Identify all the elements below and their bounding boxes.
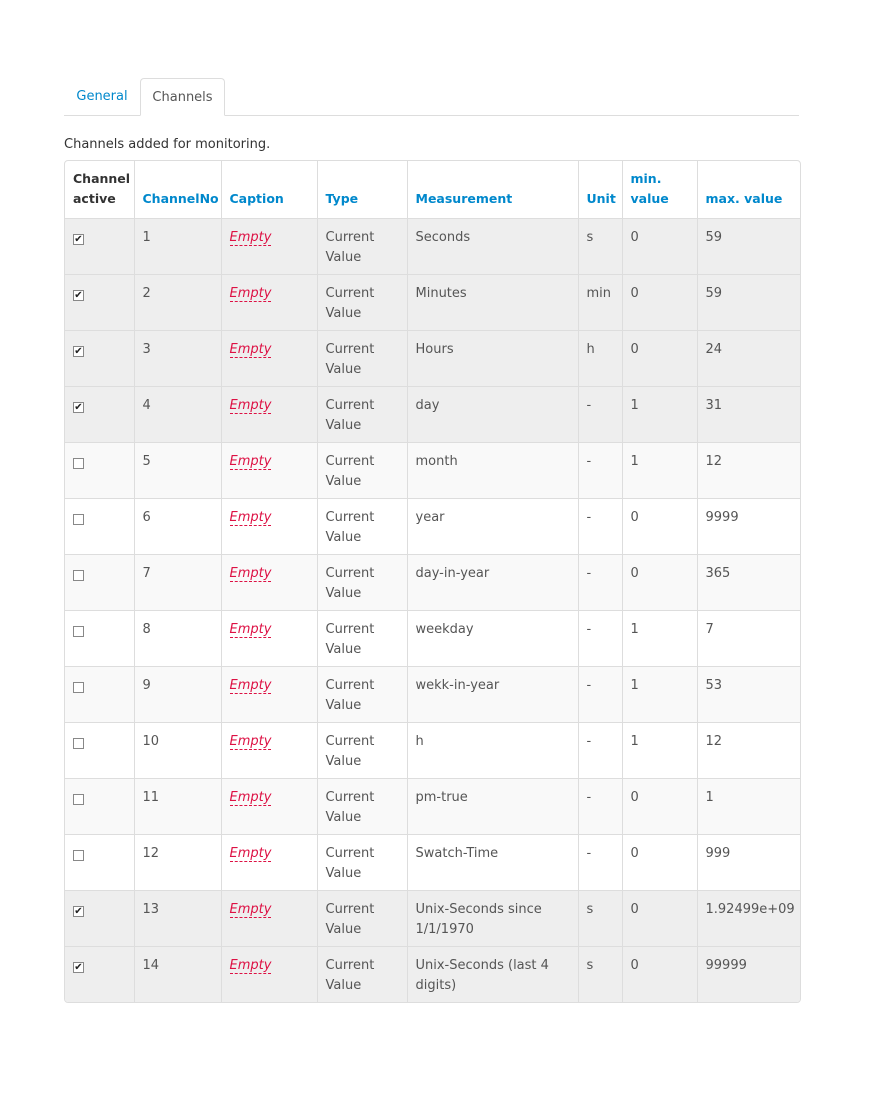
table-row	[65, 834, 800, 890]
cell-channel-no: 9	[134, 666, 221, 722]
channels-table	[64, 160, 801, 1003]
caption-edit-link[interactable]: Empty	[229, 845, 272, 861]
cell-unit: min	[578, 274, 622, 330]
cell-min-value: 0	[622, 778, 697, 834]
cell-unit: s	[578, 946, 622, 1002]
active-checkbox[interactable]	[73, 794, 84, 805]
cell-type: Current Value	[317, 218, 407, 274]
cell-measurement: wekk-in-year	[407, 666, 578, 722]
cell-caption	[221, 610, 317, 666]
cell-type: Current Value	[317, 834, 407, 890]
cell-measurement: month	[407, 442, 578, 498]
cell-active	[65, 610, 134, 666]
cell-measurement: Unix-Seconds since 1/1/1970	[407, 890, 578, 946]
cell-measurement: pm-true	[407, 778, 578, 834]
cell-channel-no: 8	[134, 610, 221, 666]
cell-unit: -	[578, 498, 622, 554]
cell-type: Current Value	[317, 778, 407, 834]
cell-active	[65, 386, 134, 442]
cell-active	[65, 890, 134, 946]
header-channel-active: Channel active	[73, 170, 131, 206]
cell-min-value: 0	[622, 834, 697, 890]
caption-edit-link[interactable]: Empty	[229, 453, 272, 469]
cell-caption	[221, 834, 317, 890]
cell-channel-no: 3	[134, 330, 221, 386]
table-row	[65, 330, 800, 386]
caption-edit-link[interactable]: Empty	[229, 509, 272, 525]
cell-measurement: Minutes	[407, 274, 578, 330]
header-max-value[interactable]: max. value	[697, 161, 800, 218]
header-caption[interactable]: Caption	[221, 161, 317, 218]
cell-type: Current Value	[317, 610, 407, 666]
cell-measurement: Seconds	[407, 218, 578, 274]
cell-caption	[221, 554, 317, 610]
cell-active	[65, 330, 134, 386]
cell-unit: -	[578, 722, 622, 778]
cell-min-value: 0	[622, 946, 697, 1002]
active-checkbox[interactable]: ✔	[74, 345, 83, 357]
active-checkbox[interactable]	[73, 514, 84, 525]
table-body	[65, 218, 800, 1002]
cell-caption	[221, 666, 317, 722]
cell-min-value: 0	[622, 554, 697, 610]
cell-unit: -	[578, 834, 622, 890]
cell-active	[65, 834, 134, 890]
cell-unit: -	[578, 778, 622, 834]
cell-active	[65, 218, 134, 274]
cell-active	[65, 722, 134, 778]
cell-unit: -	[578, 666, 622, 722]
cell-min-value: 1	[622, 666, 697, 722]
section-description: Channels added for monitoring.	[64, 137, 271, 152]
caption-edit-link[interactable]: Empty	[229, 565, 272, 581]
table-header-row	[65, 161, 800, 218]
cell-max-value: 59	[697, 274, 800, 330]
tab-channels[interactable]: Channels	[140, 78, 225, 116]
cell-max-value: 31	[697, 386, 800, 442]
cell-type: Current Value	[317, 498, 407, 554]
caption-edit-link[interactable]: Empty	[229, 285, 272, 301]
cell-channel-no: 5	[134, 442, 221, 498]
caption-edit-link[interactable]: Empty	[229, 341, 272, 357]
caption-edit-link[interactable]: Empty	[229, 789, 272, 805]
cell-max-value: 99999	[697, 946, 800, 1002]
tab-general[interactable]: General	[76, 89, 128, 104]
caption-edit-link[interactable]: Empty	[229, 957, 272, 973]
table-row	[65, 442, 800, 498]
table-row	[65, 890, 800, 946]
active-checkbox[interactable]	[73, 570, 84, 581]
cell-caption	[221, 778, 317, 834]
table-row	[65, 218, 800, 274]
cell-channel-no: 12	[134, 834, 221, 890]
cell-measurement: h	[407, 722, 578, 778]
cell-measurement: year	[407, 498, 578, 554]
cell-channel-no: 13	[134, 890, 221, 946]
cell-active	[65, 946, 134, 1002]
cell-active	[65, 498, 134, 554]
cell-unit: s	[578, 890, 622, 946]
cell-caption	[221, 890, 317, 946]
cell-max-value: 365	[697, 554, 800, 610]
caption-edit-link[interactable]: Empty	[229, 621, 272, 637]
cell-min-value: 1	[622, 442, 697, 498]
cell-type: Current Value	[317, 722, 407, 778]
cell-max-value: 1	[697, 778, 800, 834]
caption-edit-link[interactable]: Empty	[229, 397, 272, 413]
tab-bar	[64, 78, 799, 116]
cell-type: Current Value	[317, 274, 407, 330]
table-row	[65, 666, 800, 722]
cell-caption	[221, 722, 317, 778]
cell-type: Current Value	[317, 946, 407, 1002]
cell-caption	[221, 442, 317, 498]
table-row	[65, 274, 800, 330]
cell-active	[65, 778, 134, 834]
table-row	[65, 778, 800, 834]
cell-measurement: Hours	[407, 330, 578, 386]
caption-edit-link[interactable]: Empty	[229, 677, 272, 693]
cell-min-value: 1	[622, 386, 697, 442]
cell-max-value: 53	[697, 666, 800, 722]
cell-unit: -	[578, 442, 622, 498]
cell-caption	[221, 498, 317, 554]
cell-channel-no: 7	[134, 554, 221, 610]
cell-channel-no: 10	[134, 722, 221, 778]
caption-edit-link[interactable]: Empty	[229, 229, 272, 245]
cell-type: Current Value	[317, 666, 407, 722]
caption-edit-link[interactable]: Empty	[229, 901, 272, 917]
cell-min-value: 0	[622, 218, 697, 274]
header-unit[interactable]: Unit	[578, 161, 622, 218]
cell-measurement: day	[407, 386, 578, 442]
cell-min-value: 1	[622, 722, 697, 778]
cell-max-value: 59	[697, 218, 800, 274]
cell-caption	[221, 386, 317, 442]
active-checkbox[interactable]: ✔	[74, 289, 83, 301]
cell-channel-no: 2	[134, 274, 221, 330]
cell-type: Current Value	[317, 330, 407, 386]
active-checkbox[interactable]: ✔	[74, 905, 83, 917]
cell-min-value: 0	[622, 274, 697, 330]
caption-edit-link[interactable]: Empty	[229, 733, 272, 749]
table-row	[65, 554, 800, 610]
cell-max-value: 24	[697, 330, 800, 386]
cell-type: Current Value	[317, 890, 407, 946]
header-type[interactable]: Type	[317, 161, 407, 218]
cell-max-value: 12	[697, 442, 800, 498]
cell-measurement: Swatch-Time	[407, 834, 578, 890]
active-checkbox[interactable]: ✔	[74, 233, 83, 245]
cell-channel-no: 11	[134, 778, 221, 834]
cell-unit: h	[578, 330, 622, 386]
active-checkbox[interactable]	[73, 682, 84, 693]
cell-active	[65, 442, 134, 498]
cell-measurement: Unix-Seconds (last 4 digits)	[407, 946, 578, 1002]
header-min-value[interactable]: min. value	[622, 161, 697, 218]
header-measurement[interactable]: Measurement	[407, 161, 578, 218]
cell-active	[65, 274, 134, 330]
active-checkbox[interactable]	[73, 850, 84, 861]
cell-min-value: 1	[622, 610, 697, 666]
cell-unit: -	[578, 610, 622, 666]
active-checkbox[interactable]: ✔	[74, 961, 83, 973]
header-channel-no[interactable]: ChannelNo	[134, 161, 221, 218]
cell-unit: s	[578, 218, 622, 274]
cell-unit: -	[578, 386, 622, 442]
cell-max-value: 12	[697, 722, 800, 778]
table-row	[65, 610, 800, 666]
cell-measurement: weekday	[407, 610, 578, 666]
table-row	[65, 386, 800, 442]
table-row	[65, 946, 800, 1002]
cell-min-value: 0	[622, 890, 697, 946]
table-row	[65, 722, 800, 778]
cell-min-value: 0	[622, 498, 697, 554]
cell-channel-no: 14	[134, 946, 221, 1002]
active-checkbox[interactable]	[73, 738, 84, 749]
cell-type: Current Value	[317, 554, 407, 610]
cell-min-value: 0	[622, 330, 697, 386]
cell-caption	[221, 218, 317, 274]
cell-max-value: 999	[697, 834, 800, 890]
cell-caption	[221, 330, 317, 386]
cell-max-value: 7	[697, 610, 800, 666]
cell-type: Current Value	[317, 386, 407, 442]
cell-active	[65, 666, 134, 722]
cell-active	[65, 554, 134, 610]
cell-max-value: 9999	[697, 498, 800, 554]
cell-max-value: 1.92499e+09	[697, 890, 800, 946]
cell-channel-no: 1	[134, 218, 221, 274]
cell-caption	[221, 946, 317, 1002]
table-row	[65, 498, 800, 554]
active-checkbox[interactable]: ✔	[74, 401, 83, 413]
cell-unit: -	[578, 554, 622, 610]
active-checkbox[interactable]	[73, 626, 84, 637]
cell-caption	[221, 274, 317, 330]
active-checkbox[interactable]	[73, 458, 84, 469]
cell-measurement: day-in-year	[407, 554, 578, 610]
cell-channel-no: 4	[134, 386, 221, 442]
cell-channel-no: 6	[134, 498, 221, 554]
cell-type: Current Value	[317, 442, 407, 498]
